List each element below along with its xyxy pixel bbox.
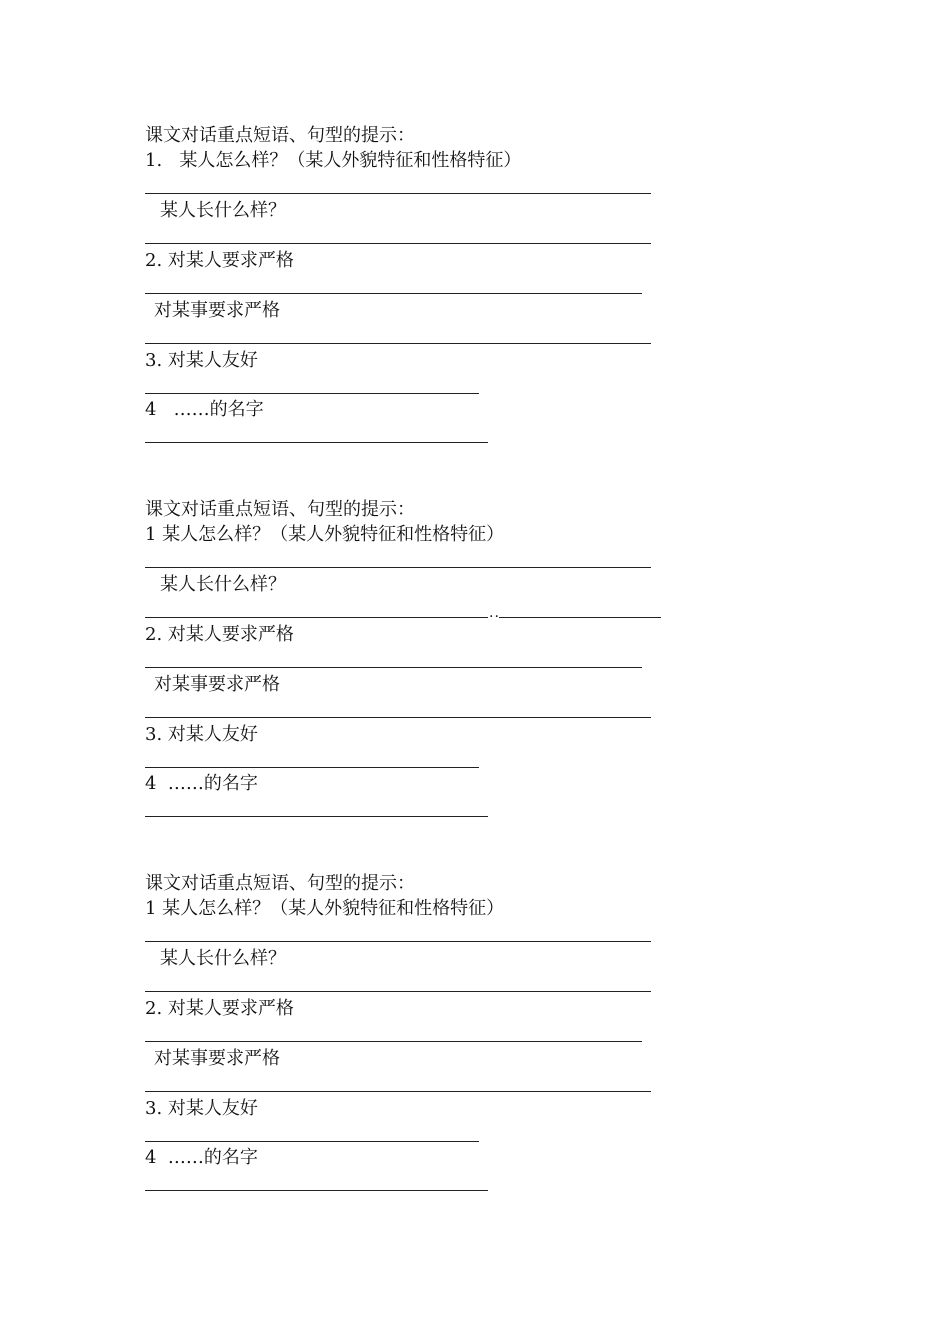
section-1-heading: 课文对话重点短语、句型的提示： <box>145 125 415 146</box>
section-2-item-4: 对某事要求严格 <box>154 674 280 695</box>
section-2-item-2: 某人长什么样？ <box>160 574 286 595</box>
answer-line[interactable] <box>145 567 651 568</box>
section-1-item-5: 3. 对某人友好 <box>145 350 258 371</box>
answer-line[interactable] <box>145 193 651 194</box>
answer-line[interactable] <box>145 717 651 718</box>
answer-line[interactable] <box>145 941 651 942</box>
section-1-item-1: 1. 某人怎么样？（某人外貌特征和性格特征） <box>145 150 522 171</box>
section-3-item-4: 对某事要求严格 <box>154 1048 280 1069</box>
answer-line[interactable] <box>145 617 488 618</box>
answer-line[interactable] <box>145 667 642 668</box>
answer-line[interactable] <box>145 816 488 817</box>
section-2-item-5: 3. 对某人友好 <box>145 724 258 745</box>
answer-line[interactable] <box>145 293 642 294</box>
section-3-heading: 课文对话重点短语、句型的提示： <box>145 873 415 894</box>
answer-line[interactable] <box>145 393 479 394</box>
section-3-item-5: 3. 对某人友好 <box>145 1098 258 1119</box>
section-1-item-4: 对某事要求严格 <box>154 300 280 321</box>
answer-line[interactable] <box>145 1091 651 1092</box>
answer-line[interactable] <box>499 617 661 618</box>
section-1-item-2: 某人长什么样？ <box>160 200 286 221</box>
section-2-item-6: 4 ……的名字 <box>145 773 258 794</box>
dots-marker: .. <box>489 605 500 621</box>
section-2-item-1: 1 某人怎么样？（某人外貌特征和性格特征） <box>145 524 505 545</box>
section-1-item-6: 4 ……的名字 <box>145 399 264 420</box>
section-2-item-3: 2. 对某人要求严格 <box>145 624 294 645</box>
section-1-item-3: 2. 对某人要求严格 <box>145 250 294 271</box>
section-2-heading: 课文对话重点短语、句型的提示： <box>145 499 415 520</box>
answer-line[interactable] <box>145 991 651 992</box>
answer-line[interactable] <box>145 442 488 443</box>
answer-line[interactable] <box>145 243 651 244</box>
answer-line[interactable] <box>145 1141 479 1142</box>
answer-line[interactable] <box>145 767 479 768</box>
section-3-item-2: 某人长什么样？ <box>160 948 286 969</box>
section-3-item-1: 1 某人怎么样？（某人外貌特征和性格特征） <box>145 898 505 919</box>
section-3-item-3: 2. 对某人要求严格 <box>145 998 294 1019</box>
answer-line[interactable] <box>145 343 651 344</box>
section-3-item-6: 4 ……的名字 <box>145 1147 258 1168</box>
answer-line[interactable] <box>145 1041 642 1042</box>
answer-line[interactable] <box>145 1190 488 1191</box>
